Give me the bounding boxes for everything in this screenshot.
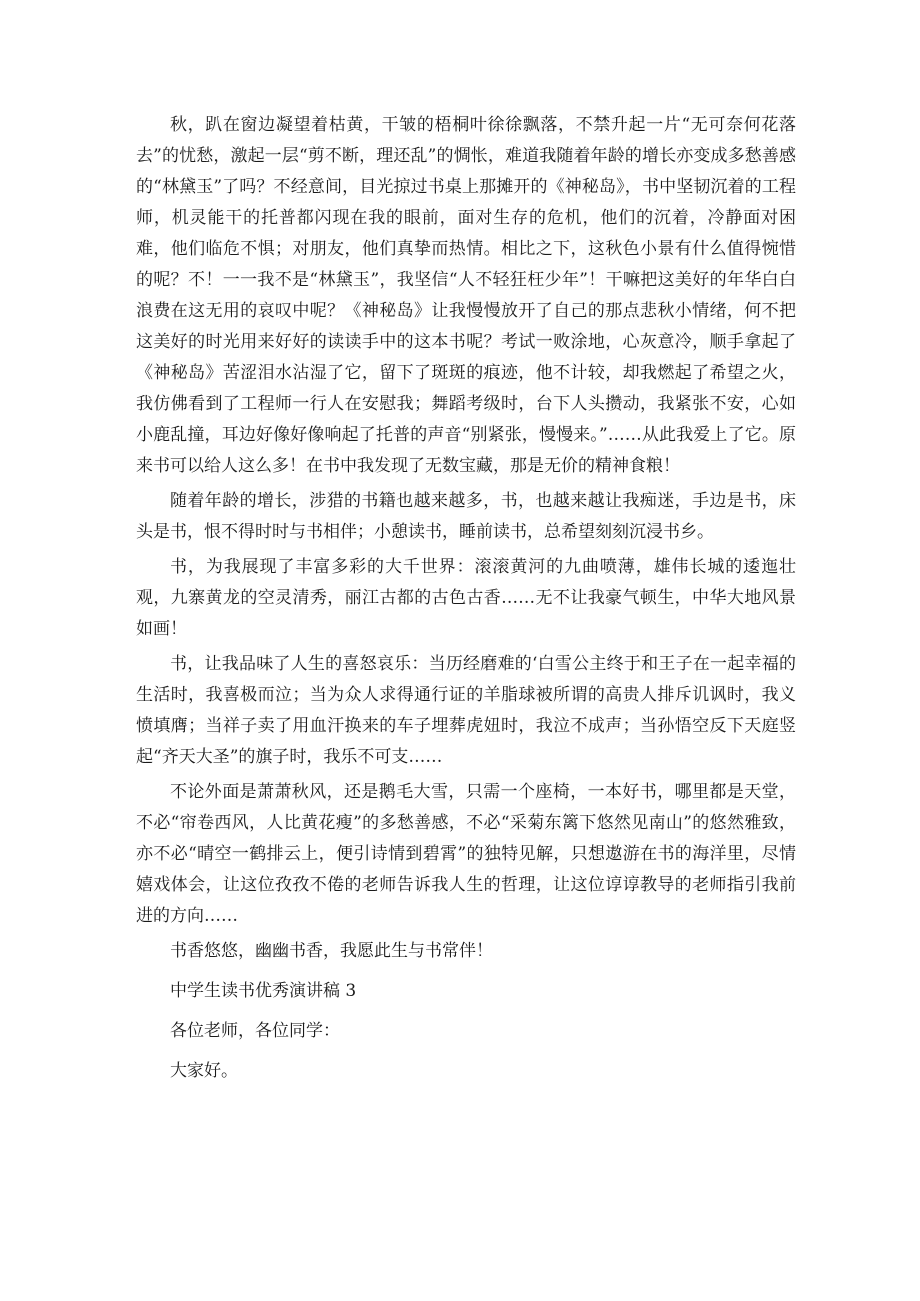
- paragraph-growing-love: 随着年龄的增长，涉猎的书籍也越来越多，书，也越来越让我痴迷，手边是书，床头是书，恨不得时时与书相伴；小憩读书，睡前读书，总希望刻刻沉浸书乡。: [136, 491, 796, 542]
- paragraph-world: 书，为我展现了丰富多彩的大千世界：滚滚黄河的九曲喷薄，雄伟长城的逶迤壮观，九寨黄龙的空灵清秀，丽江古都的古色古香……无不让我豪气顿生，中华大地风景如画！: [136, 557, 796, 639]
- hello-line: 大家好。: [170, 1061, 238, 1081]
- closing-line: 书香悠悠，幽幽书香，我愿此生与书常伴！: [170, 941, 493, 961]
- paragraph-heaven: 不论外面是萧萧秋风，还是鹅毛大雪，只需一个座椅，一本好书，哪里都是天堂，不必“帘卷西风，人比黄花瘦”的多愁善感，不必“采菊东篱下悠然见南山”的悠然雅致，亦不必“晴空一鹤排云上，便引诗情到碧霄”的独特见解，只想遨游在书的海洋里，尽情嬉戏体会，让这位孜孜不倦的老师告诉我人生的哲理，让这位谆谆教导的老师指引我前进的方向……: [136, 782, 796, 926]
- greeting-line: 各位老师，各位同学：: [170, 1021, 340, 1041]
- paragraph-emotions: 书，让我品味了人生的喜怒哀乐：当历经磨难的‘白雪公主终于和王子在一起幸福的生活时，我喜极而泣；当为众人求得通行证的羊脂球被所谓的高贵人排斥讥讽时，我义愤填膺；当祥子卖了用血汗换来的车子埋葬虎妞时，我泣不成声；当孙悟空反下天庭竖起“齐天大圣”的旗子时，我乐不可支……: [136, 654, 796, 767]
- speech-title: 中学生读书优秀演讲稿 3: [170, 981, 357, 1001]
- document-body: [136, 110, 796, 1096]
- paragraph-autumn-reading: 秋，趴在窗边凝望着枯黄，干皱的梧桐叶徐徐飘落，不禁升起一片“无可奈何花落去”的忧愁，激起一层“剪不断，理还乱”的惆怅，难道我随着年龄的增长亦变成多愁善感的“林黛玉”了吗？不经意间，目光掠过书桌上那摊开的《神秘岛》，书中坚韧沉着的工程师，机灵能干的托普都闪现在我的眼前，面对生存的危机，他们的沉着，冷静面对困难，他们临危不惧；对朋友，他们真挚而热情。相比之下，这秋色小景有什么值得惋惜的呢？不！一一我不是“林黛玉”，我坚信“人不轻狂枉少年”！干嘛把这美好的年华白白浪费在这无用的哀叹中呢？《神秘岛》让我慢慢放开了自己的那点悲秋小情绪，何不把这美好的时光用来好好的读读手中的这本书呢？考试一败涂地，心灰意冷，顺手拿起了《神秘岛》苦涩泪水沾湿了它，留下了斑斑的痕迹，他不计较，却我燃起了希望之火，我仿佛看到了工程师一行人在安慰我；舞蹈考级时，台下人头攒动，我紧张不安，心如小鹿乱撞，耳边好像好像响起了托普的声音“别紧张，慢慢来。”……从此我爱上了它。原来书可以给人这么多！在书中我发现了无数宝藏，那是无价的精神食粮！: [136, 115, 796, 476]
